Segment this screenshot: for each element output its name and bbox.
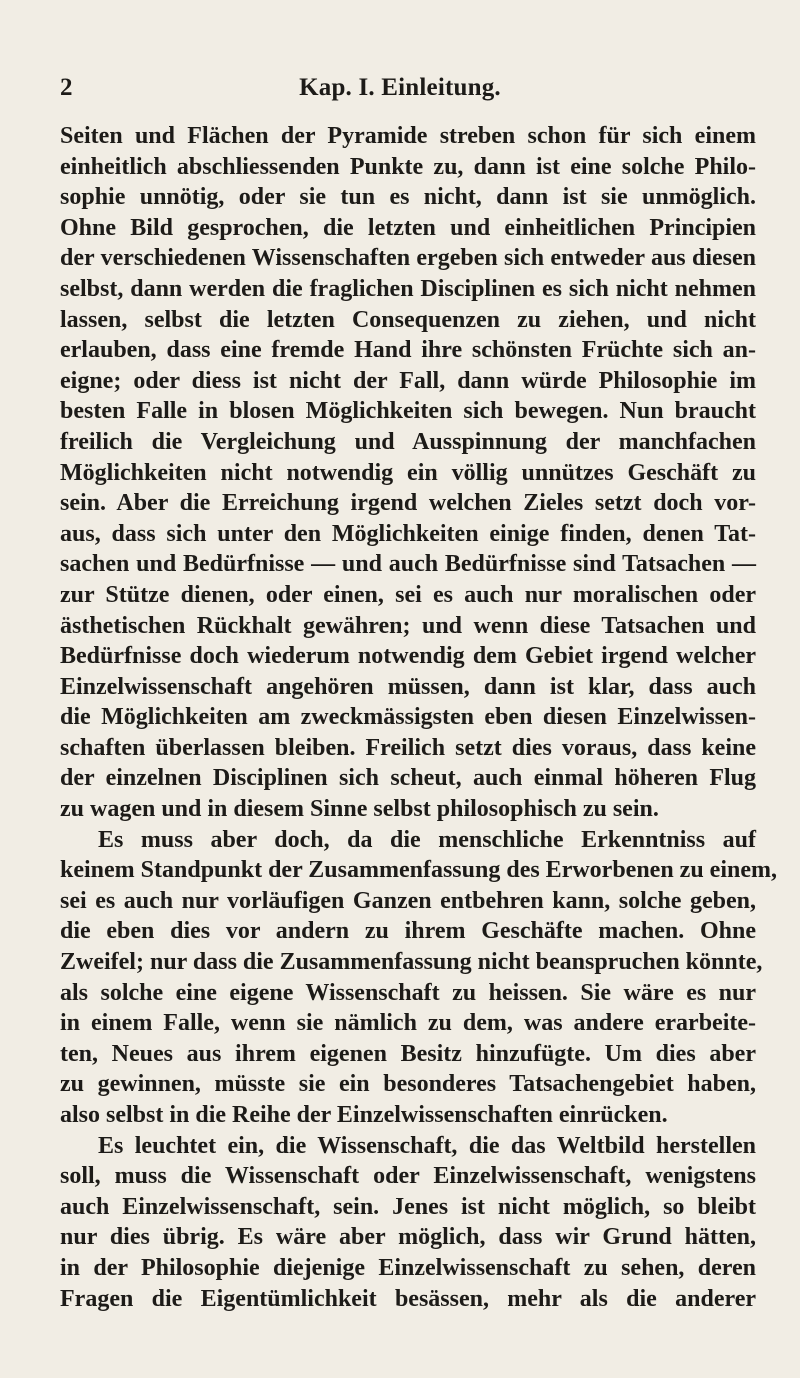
running-head: Kap. I. Einleitung. [299, 74, 501, 101]
text-line: erlauben, dass eine fremde Hand ihre schönsten Früchte sich an- [60, 337, 756, 364]
text-line: schaften überlassen bleiben. Freilich setzt dies voraus, dass keine [60, 734, 756, 761]
text-line: sachen und Bedürfnisse — und auch Bedürfnisse sind Tatsachen — [60, 551, 756, 578]
text-line: die Möglichkeiten am zweckmässigsten eben diesen Einzelwissen- [60, 704, 756, 731]
text-line: sein. Aber die Erreichung irgend welchen Zieles setzt doch vor- [60, 490, 756, 517]
text-line: in der Philosophie diejenige Einzelwissenschaft zu sehen, deren [60, 1254, 756, 1281]
page-header [60, 74, 740, 114]
text-line: ten, Neues aus ihrem eigenen Besitz hinzufügte. Um dies aber [60, 1040, 756, 1067]
text-line: also selbst in die Reihe der Einzelwissenschaften einrücken. [60, 1102, 668, 1128]
text-line: der verschiedenen Wissenschaften ergeben sich entweder aus diesen [60, 245, 756, 272]
text-line: besten Falle in blosen Möglichkeiten sich bewegen. Nun braucht [60, 398, 756, 425]
page-number: 2 [60, 74, 73, 101]
text-line: als solche eine eigene Wissenschaft zu heissen. Sie wäre es nur [60, 979, 756, 1006]
body-text [60, 121, 777, 1314]
text-line: ästhetischen Rückhalt gewähren; und wenn diese Tatsachen und [60, 612, 756, 639]
text-line: Es leuchtet ein, die Wissenschaft, die das Weltbild herstellen [98, 1132, 756, 1159]
text-line: Möglichkeiten nicht notwendig ein völlig unnützes Geschäft zu [60, 459, 756, 486]
text-line: einheitlich abschliessenden Punkte zu, dann ist eine solche Philo- [60, 153, 756, 180]
text-line: Zweifel; nur dass die Zusammenfassung nicht beanspruchen könnte, [60, 949, 763, 976]
text-line: auch Einzelwissenschaft, sein. Jenes ist nicht möglich, so bleibt [60, 1193, 756, 1220]
text-line: freilich die Vergleichung und Ausspinnung der manchfachen [60, 428, 756, 455]
text-line: zu gewinnen, müsste sie ein besonderes Tatsachengebiet haben, [60, 1071, 756, 1098]
text-line: eigne; oder diess ist nicht der Fall, dann würde Philosophie im [60, 367, 756, 394]
text-line: der einzelnen Disciplinen sich scheut, auch einmal höheren Flug [60, 765, 756, 792]
text-line: die eben dies vor andern zu ihrem Geschäfte machen. Ohne [60, 918, 756, 945]
text-line: Seiten und Flächen der Pyramide streben schon für sich einem [60, 123, 756, 149]
text-line: aus, dass sich unter den Möglichkeiten einige finden, denen Tat- [60, 520, 756, 547]
text-line: sei es auch nur vorläufigen Ganzen entbehren kann, solche geben, [60, 887, 756, 914]
text-line: zu wagen und in diesem Sinne selbst philosophisch zu sein. [60, 796, 659, 823]
text-line: Einzelwissenschaft angehören müssen, dann ist klar, dass auch [60, 673, 756, 700]
text-line: Fragen die Eigentümlichkeit besässen, mehr als die anderer [60, 1285, 756, 1312]
text-line: soll, muss die Wissenschaft oder Einzelwissenschaft, wenigstens [60, 1163, 756, 1190]
text-line: selbst, dann werden die fraglichen Disciplinen es sich nicht nehmen [60, 275, 756, 302]
text-line: Es muss aber doch, da die menschliche Erkenntniss auf [98, 826, 756, 853]
text-line: Ohne Bild gesprochen, die letzten und einheitlichen Principien [60, 214, 756, 241]
text-line: keinem Standpunkt der Zusammenfassung des Erworbenen zu einem, [60, 857, 777, 884]
text-line: zur Stütze dienen, oder einen, sei es auch nur moralischen oder [60, 581, 756, 608]
text-line: Bedürfnisse doch wiederum notwendig dem Gebiet irgend welcher [60, 643, 756, 670]
text-line: nur dies übrig. Es wäre aber möglich, dass wir Grund hätten, [60, 1224, 756, 1251]
text-line: sophie unnötig, oder sie tun es nicht, dann ist sie unmöglich. [60, 184, 756, 211]
text-line: in einem Falle, wenn sie nämlich zu dem, was andere erarbeite- [60, 1010, 756, 1037]
text-line: lassen, selbst die letzten Consequenzen zu ziehen, und nicht [60, 306, 756, 333]
